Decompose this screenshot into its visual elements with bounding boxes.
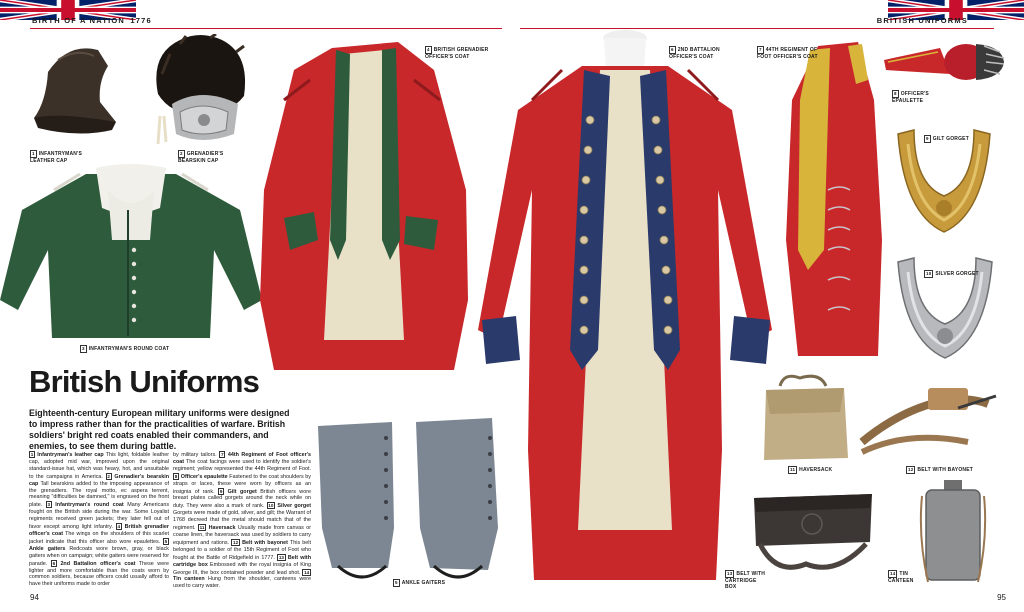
running-header-right: BRITISH UNIFORMS: [876, 16, 968, 25]
entry-text: The coat facings were used to identify the soldier's regiment; yellow represented the 44th Regiment of Foot.: [173, 458, 311, 472]
gilt-gorget-image: [894, 124, 994, 236]
header-rule-right: [520, 28, 994, 29]
page-title: British Uniforms: [29, 364, 260, 399]
entry-number: 9: [219, 488, 223, 494]
caption-silver-gorget: 10 SILVER GORGET: [926, 271, 979, 277]
entry-number: 6: [52, 560, 56, 566]
entry-label: Infantryman's round coat: [55, 502, 124, 509]
entry-text: Usually made from canvas or coarse linen, the haversack was used by soldiers to carry equipment and rations.: [173, 525, 311, 546]
entry-label: Belt with cartridge box: [173, 554, 311, 568]
epaulette-image: [880, 38, 1008, 86]
entry-number: 14: [304, 569, 310, 575]
entry-label: Gilt gorget: [227, 488, 257, 495]
caption-regiment-44-coat: 7 44TH REGIMENT OF FOOT OFFICER'S COAT: [757, 47, 818, 60]
entry-number: 1: [30, 452, 34, 457]
entry-text: by military tailors.: [173, 452, 220, 458]
body-column-2: [173, 451, 311, 590]
tin-canteen-image: [918, 478, 988, 586]
entry-text: Tall bearskins added to the imposing appearance of the grenadiers. The royal motto, ec aspera terrent, meaning "difficulties be damned," is engraved on the front plate.: [29, 480, 169, 509]
caption-haversack: 11 HAVERSACK: [790, 467, 833, 473]
haversack-image: [760, 372, 850, 464]
entry-number: 12: [233, 539, 239, 545]
running-header-left: [32, 16, 152, 25]
belt-bayonet-image: [858, 382, 998, 460]
leather-cap-image: [28, 42, 124, 142]
entry-text: Fastened to the coat shoulders by straps or laces, these were worn by officers as an insignia of rank.: [173, 473, 311, 495]
entry-label: Belt with bayonet: [242, 539, 288, 546]
entry-number: 5: [164, 538, 168, 544]
entry-label: British grenadier officer's coat: [29, 524, 170, 537]
round-coat-image: [0, 160, 262, 342]
caption-belt-bayonet: 12 BELT WITH BAYONET: [908, 467, 974, 473]
caption-gilt-gorget: 9 GILT GORGET: [926, 136, 969, 142]
section-year: 1776: [130, 16, 152, 25]
entry-text: Embossed with the royal insignia of King George III, the box contained powder and lead shot.: [173, 561, 311, 576]
page-number-right: 95: [997, 593, 1006, 602]
caption-battalion-officer-coat: 6 2ND BATTALION OFFICER'S COAT: [669, 47, 720, 60]
entry-number: 3: [47, 502, 51, 508]
entry-text: The wings on the shoulders of this scarlet jacket indicate that this officer also wore epaulettes.: [29, 530, 169, 545]
entry-text: This belt belonged to a soldier of the 15th Regiment of Foot who fought at the Battle of Ridgefield in 1777.: [173, 539, 311, 561]
entry-number: 4: [117, 524, 121, 530]
entry-label: Grenadier's bearskin cap: [29, 473, 169, 487]
grenadier-officer-coat-image: [254, 40, 474, 374]
entry-label: Officer's epaulette: [180, 473, 228, 480]
entry-label: Infantryman's leather cap: [37, 452, 104, 458]
entry-label: Ankle gaiters: [29, 545, 66, 552]
entry-text: Hung from the shoulder, canteens were used to carry water.: [173, 576, 311, 590]
caption-grenadier-officer-coat: 4 BRITISH GRENADIER OFFICER'S COAT: [425, 47, 489, 60]
entry-text: These were lighter and more comfortable than the coats worn by common soldiers, because officers could usually afford to have their uniforms made to order: [29, 560, 169, 588]
regiment-44-coat-image: [778, 40, 884, 358]
entry-label: Haversack: [208, 525, 236, 532]
entry-text: Redcoats wore brown, gray, or black gaiters when on campaign; white gaiters were reserved for parade.: [29, 545, 169, 567]
entry-label: Silver gorget: [277, 503, 312, 510]
entry-number: 11: [199, 525, 205, 531]
caption-cartridge-box: 13 BELT WITH CARTRIDGE BOX: [725, 571, 766, 590]
entry-text: Gorgets were made of gold, silver, and gilt; the Warrant of 1768 decreed that the metal should match that of the regiment.: [173, 510, 311, 532]
battalion-officer-coat-image: [472, 30, 778, 584]
caption-tin-canteen: 14 TIN CANTEEN: [888, 571, 914, 584]
entry-label: 44th Regiment of Foot officer's coat: [173, 452, 312, 465]
caption-round-coat: 3 INFANTRYMAN'S ROUND COAT: [82, 346, 170, 352]
section-title: BIRTH OF A NATION: [32, 16, 126, 25]
entry-number: 10: [268, 503, 274, 509]
caption-ankle-gaiters: 5 ANKLE GAITERS: [395, 580, 446, 586]
cartridge-box-image: [746, 484, 880, 580]
caption-bearskin-cap: 2 GRENADIER'S BEARSKIN CAP: [178, 151, 224, 164]
entry-text: British officers wore breast plates called gorgets around the neck while on duty. They were also a mark of rank.: [173, 488, 311, 510]
bearskin-cap-image: [150, 34, 250, 146]
entry-number: 2: [107, 473, 110, 479]
header-rule-left: [30, 28, 502, 29]
body-column-1: [29, 451, 169, 588]
caption-epaulette: 8 OFFICER'S EPAULETTE: [892, 91, 929, 104]
entry-label: Tin canteen: [173, 576, 205, 583]
entry-text: Many Americans fought on the British side during the war. Some Loyalist regiments received green jackets; they later fell out of favor except among light infantry.: [29, 502, 170, 531]
entry-number: 8: [174, 473, 178, 479]
entry-label: 2nd Battalion officer's coat: [60, 560, 136, 567]
caption-leather-cap: 1 INFANTRYMAN'S LEATHER CAP: [30, 151, 83, 164]
entry-number: 7: [220, 452, 224, 457]
intro-text: Eighteenth-century European military uniforms were designed to impress rather than for the practicalities of warfare. British soldiers' bright red coats enabled their commanders, and enemies, to see them during battle.: [29, 408, 290, 451]
page-number-left: 94: [30, 593, 39, 602]
entry-text: This light, foldable leather cap, adopted mid war, improved upon the original standard-issue hat, which was heavy, hot, and unsuitable to the campaigns in America.: [29, 452, 170, 480]
entry-number: 13: [278, 554, 284, 560]
